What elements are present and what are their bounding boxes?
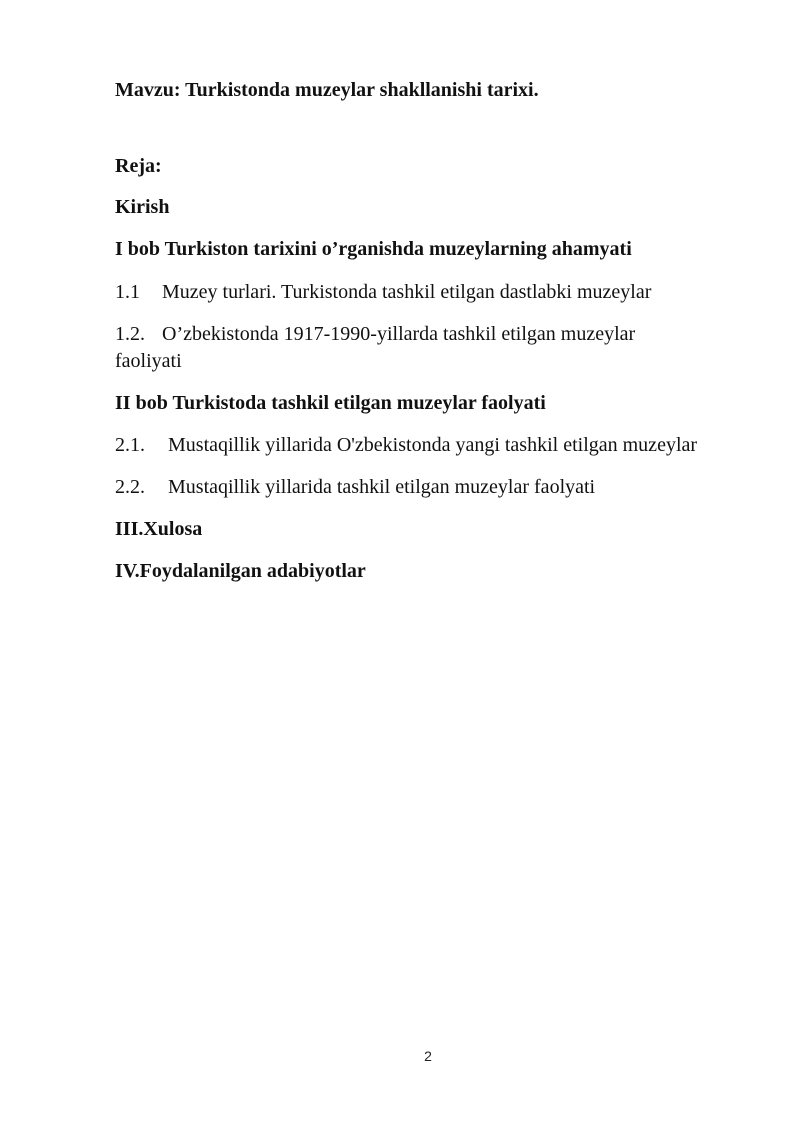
section-title: Mustaqillik yillarida O'zbekistonda yangi tashkil etilgan muzeylar (168, 434, 698, 456)
toc-section-1-2-continuation: faoliyati (115, 350, 182, 372)
toc-section-2-2 (115, 475, 595, 499)
plan-heading: Reja: (115, 155, 162, 177)
toc-section-2-1 (115, 433, 697, 457)
section-number: 2.2. (115, 476, 145, 498)
toc-chapter-2: II bob Turkistoda tashkil etilgan muzeylar faolyati (115, 392, 546, 414)
section-title: Mustaqillik yillarida tashkil etilgan muzeylar faolyati (168, 476, 596, 498)
toc-section-1-1 (115, 280, 651, 304)
toc-section-1-2 (115, 322, 635, 346)
section-number: 1.1 (115, 281, 140, 303)
section-number: 2.1. (115, 434, 145, 456)
section-number: 1.2. (115, 323, 145, 345)
toc-chapter-1: I bob Turkiston tarixini o’rganishda muzeylarning ahamyati (115, 238, 632, 260)
section-title: Muzey turlari. Turkistonda tashkil etilgan dastlabki muzeylar (162, 281, 652, 303)
section-title: O’zbekistonda 1917-1990-yillarda tashkil etilgan muzeylar (162, 323, 636, 345)
toc-conclusion: III.Xulosa (115, 518, 203, 540)
toc-references: IV.Foydalanilgan adabiyotlar (115, 560, 366, 582)
page-number: 2 (424, 1048, 432, 1064)
toc-item-introduction: Kirish (115, 196, 170, 218)
document-title: Mavzu: Turkistonda muzeylar shakllanishi tarixi. (115, 79, 539, 101)
